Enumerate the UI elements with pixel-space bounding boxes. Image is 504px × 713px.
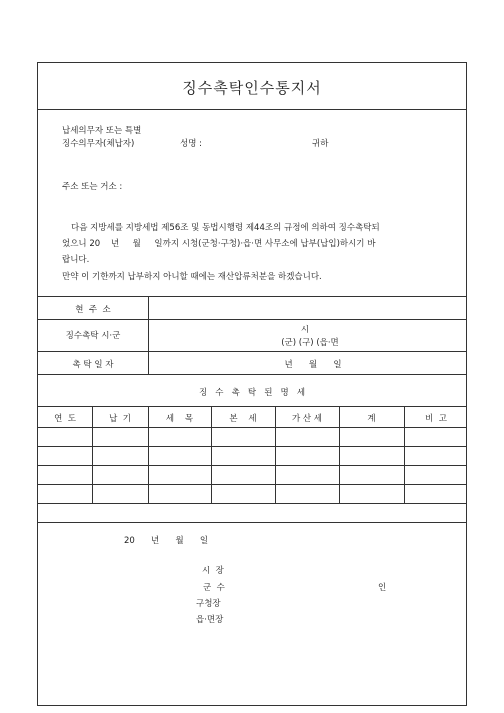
commission-date-label: 촉 탁 일 자 <box>72 360 114 370</box>
details-row-border <box>38 465 466 466</box>
honorific: 귀하 <box>312 139 329 149</box>
title-divider <box>38 109 466 110</box>
info-top-border <box>38 296 466 297</box>
details-row-border <box>38 446 466 447</box>
details-header-top <box>38 406 466 407</box>
details-row-border <box>38 503 466 504</box>
district-head-title: 구청장 <box>196 599 221 609</box>
commission-date-value: 년 월 일 <box>284 360 342 370</box>
current-address-label: 현 주 소 <box>75 305 111 315</box>
recipient-line2: 징수의무자(체납자) <box>62 139 135 149</box>
column-header-due: 납 기 <box>109 414 131 424</box>
details-bottom-border <box>38 522 466 523</box>
details-header-bottom <box>38 427 466 428</box>
column-header-principal-tax: 본 세 <box>229 414 257 424</box>
body-line1: 다음 지방세를 지방세법 제56조 및 동법시행령 제44조의 규정에 의하여 징수촉탁되 <box>71 223 380 233</box>
name-label: 성명 : <box>180 139 202 149</box>
recipient-line1: 납세의무자 또는 특별 <box>62 126 142 136</box>
info-row-border <box>38 374 466 375</box>
details-heading: 징 수 촉 탁 된 명 세 <box>198 388 306 398</box>
info-row-border <box>38 351 466 352</box>
city-value-line2: (군) (구) (읍·면 <box>281 338 339 348</box>
mayor-title: 시 장 <box>202 566 224 576</box>
column-header-tax-item: 세 목 <box>165 414 194 424</box>
info-column-divider <box>148 296 149 374</box>
address-label: 주소 또는 거소 : <box>62 182 123 192</box>
body-line3: 랍니다. <box>62 255 90 265</box>
county-head-title: 군 수 <box>203 583 225 593</box>
column-header-remarks: 비 고 <box>425 414 447 424</box>
signature-date: 20 년 월 일 <box>124 536 209 546</box>
info-row-border <box>38 319 466 320</box>
form-title: 징수촉탁인수통지서 <box>182 79 322 97</box>
body-line2: 었으니 20 년 월 일까지 시청(군청·구청)·읍·면 사무소에 납부(납입)하시기 바 <box>62 239 376 249</box>
seal-mark: 인 <box>378 583 387 593</box>
commission-city-label: 징수촉탁 시·군 <box>65 331 121 341</box>
town-head-title: 읍·면장 <box>196 615 224 625</box>
column-header-year: 연 도 <box>54 414 76 424</box>
notice-form <box>37 62 467 706</box>
column-header-penalty-tax: 가 산 세 <box>291 414 323 424</box>
details-row-border <box>38 484 466 485</box>
column-header-total: 계 <box>367 414 376 424</box>
body-line4: 만약 이 기한까지 납부하지 아니할 때에는 재산압류처분을 하겠습니다. <box>62 272 322 282</box>
city-value-line1: 시 <box>300 325 310 335</box>
